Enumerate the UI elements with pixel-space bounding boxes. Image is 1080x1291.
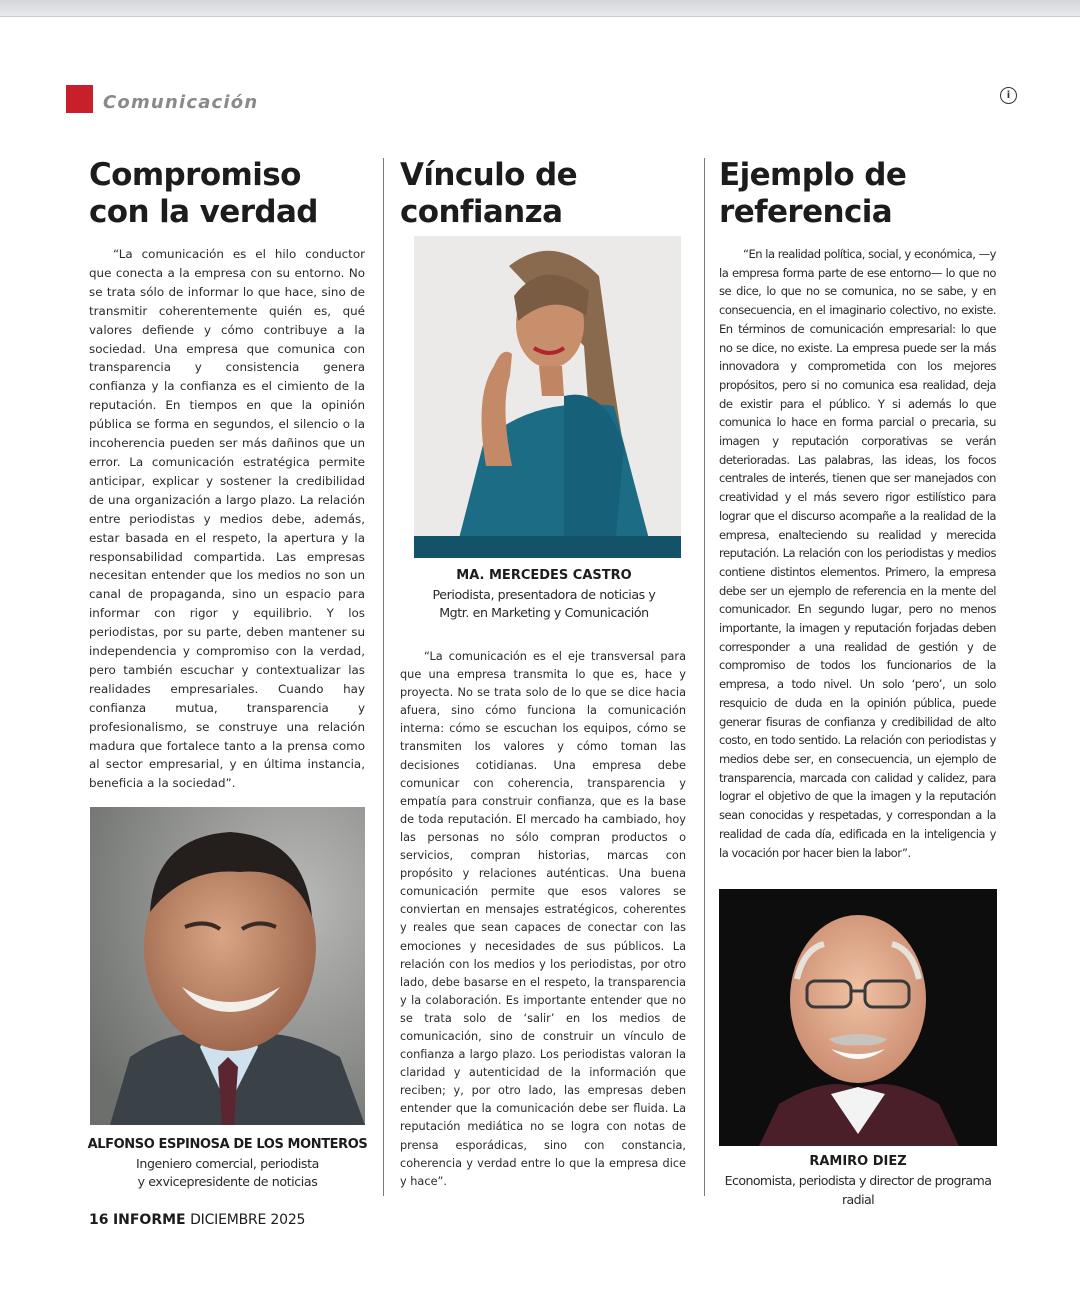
article-body-espinosa: “La comunicación es el hilo conductor que conecta a la empresa con su entorno. No se trata sólo de informar lo que hace, sino de transmitir coherentemente quién es, qué valores defiende y cómo contribuye a la sociedad. Una empresa que comunica con transparencia y consistencia genera confianza y la confianza es el cimiento de la reputación. En tiempos en que la opinión pública se forma en segundos, el silencio o la incoherencia pueden ser más dañinos que un error. La comunicación estratégica permite anticipar, explicar y sostener la credibilidad de una organización a largo plazo. La relación entre periodistas y medios debe, además, estar basada en el respeto, la apertura y la responsabilidad compartida. Las empresas necesitan entender que los medios no son un canal de propaganda, sino un espacio para informar con rigor y equilibrio. Y los periodistas, por su parte, deben mantener su independencia y compromiso con la verdad, pero también escuchar y contextualizar las realidades empresariales. Cuando hay confianza mutua, transparencia y profesionalismo, se construye una relación madura que fortalece tanto a la prensa como al sector empresarial, y en última instancia, beneficia a la sociedad”. xyxy=(89,247,365,791)
section-label: Comunicación xyxy=(103,92,259,113)
person-name-espinosa: ALFONSO ESPINOSA DE LOS MONTEROS xyxy=(87,1137,368,1152)
portrait-photo-espinosa xyxy=(90,807,365,1125)
column-divider-right xyxy=(704,158,705,1196)
person-role-line: y exvicepresidente de noticias xyxy=(137,1174,318,1189)
person-role-line: Periodista, presentadora de noticias y xyxy=(432,587,656,602)
issue-date: DICIEMBRE 2025 xyxy=(190,1212,306,1228)
portrait-photo-castro xyxy=(414,236,681,558)
publication-name: INFORME xyxy=(112,1212,186,1228)
info-icon[interactable]: i xyxy=(1000,87,1017,104)
article-body-diez: “En la realidad política, social, y económica, —y la empresa forma parte de ese entorno— lo que no se dice, lo que no se comunica, no se sabe, y en consecuencia, en el imaginario colectivo, no existe. En términos de comunicación empresarial: lo que no se dice, no existe. La empresa puede ser la más innovadora y comprometida con los mejores propósitos, pero si no comunica esa realidad, deja de existir para el público. Y si además lo que comunica lo hace en forma parcial o precaria, su imagen y reputación corporativas se verán deterioradas. Las palabras, las ideas, los focos centrales de interés, tienen que ser manejados con creatividad y el más severo rigor estilístico para lograr que el discurso acompañe a la realidad de la empresa, enalteciendo su realidad y merecida reputación. La relación con los periodistas y medios contiene distintos elementos. Primero, la empresa debe ser un ejemplo de referencia en la mente del comunicador. En segundo lugar, pero no menos importante, la imagen y reputación forjadas deben corresponder a una realidad de gestión y de compromiso de todos los funcionarios de la empresa, a todo nivel. Un solo ‘pero’, un solo resquicio de duda en la opinión pública, puede generar fisuras de confianza y credibilidad de alto costo, en todo sentido. La relación con periodistas y medios debe ser, en consecuencia, un ejemplo de transparencia, marcada con calidad y calidez, para lograr el objetivo de que la imagen y la reputación sean conocidas y respetadas, y correspondan a la realidad de cada día, edificada en la inteligencia y la vocación por hacer bien la labor”. xyxy=(719,247,996,860)
headline-ejemplo xyxy=(719,157,1009,231)
portrait-photo-diez xyxy=(719,889,997,1146)
headline-vinculo xyxy=(400,157,690,231)
headline-line: Vínculo de xyxy=(400,157,578,193)
headline-line: referencia xyxy=(719,194,893,230)
headline-compromiso xyxy=(89,157,379,231)
article-body-castro: “La comunicación es el eje transversal para que una empresa transmita lo que es, hace y proyecta. No se trata solo de lo que se dice hacia afuera, sino cómo funciona la comunicación interna: cómo se escuchan los equipos, cómo se transmiten los valores y cómo toman las decisiones cotidianas. Una empresa debe comunicar con coherencia, transparencia y empatía para construir confianza, que es la base de toda reputación. El mercado ha cambiado, hoy las personas no sólo compran productos o servicios, compran historias, marcas con propósito y relaciones auténticas. Una buena comunicación permite que esos valores se conviertan en mensajes estratégicos, coherentes y reales que sean capaces de conectar con las emociones y necesidades de sus públicos. La relación con los medios y los periodistas, por otro lado, debe basarse en el respeto, la transparencia y la colaboración. Es importante entender que no se trata solo de ‘salir’ en los medios de comunicación, sino de construir un vínculo de confianza a largo plazo. Los periodistas valoran la claridad y autenticidad de la información que reciben; y, por otro lado, las empresas deben entender que la comunicación debe ser fluida. La reputación mediática no se logra con notas de prensa esporádicas, sino con constancia, coherencia y verdad entre lo que la empresa dice y hace”. xyxy=(400,650,686,1188)
person-name-diez: RAMIRO DIEZ xyxy=(809,1154,907,1169)
headline-line: Compromiso xyxy=(89,157,301,193)
column-divider-left xyxy=(383,158,384,1196)
headline-line: confianza xyxy=(400,194,563,230)
page-footer xyxy=(89,1212,305,1228)
person-role-line: Economista, periodista y director de programa radial xyxy=(724,1173,992,1207)
headline-line: con la verdad xyxy=(89,194,318,230)
page-number: 16 xyxy=(89,1212,109,1228)
section-color-marker xyxy=(66,85,93,113)
person-role-line: Mgtr. en Marketing y Comunicación xyxy=(439,605,649,620)
person-name-castro: MA. MERCEDES CASTRO xyxy=(456,568,632,583)
browser-top-bar xyxy=(0,0,1080,17)
headline-line: Ejemplo de xyxy=(719,157,907,193)
person-role-line: Ingeniero comercial, periodista xyxy=(136,1156,319,1171)
